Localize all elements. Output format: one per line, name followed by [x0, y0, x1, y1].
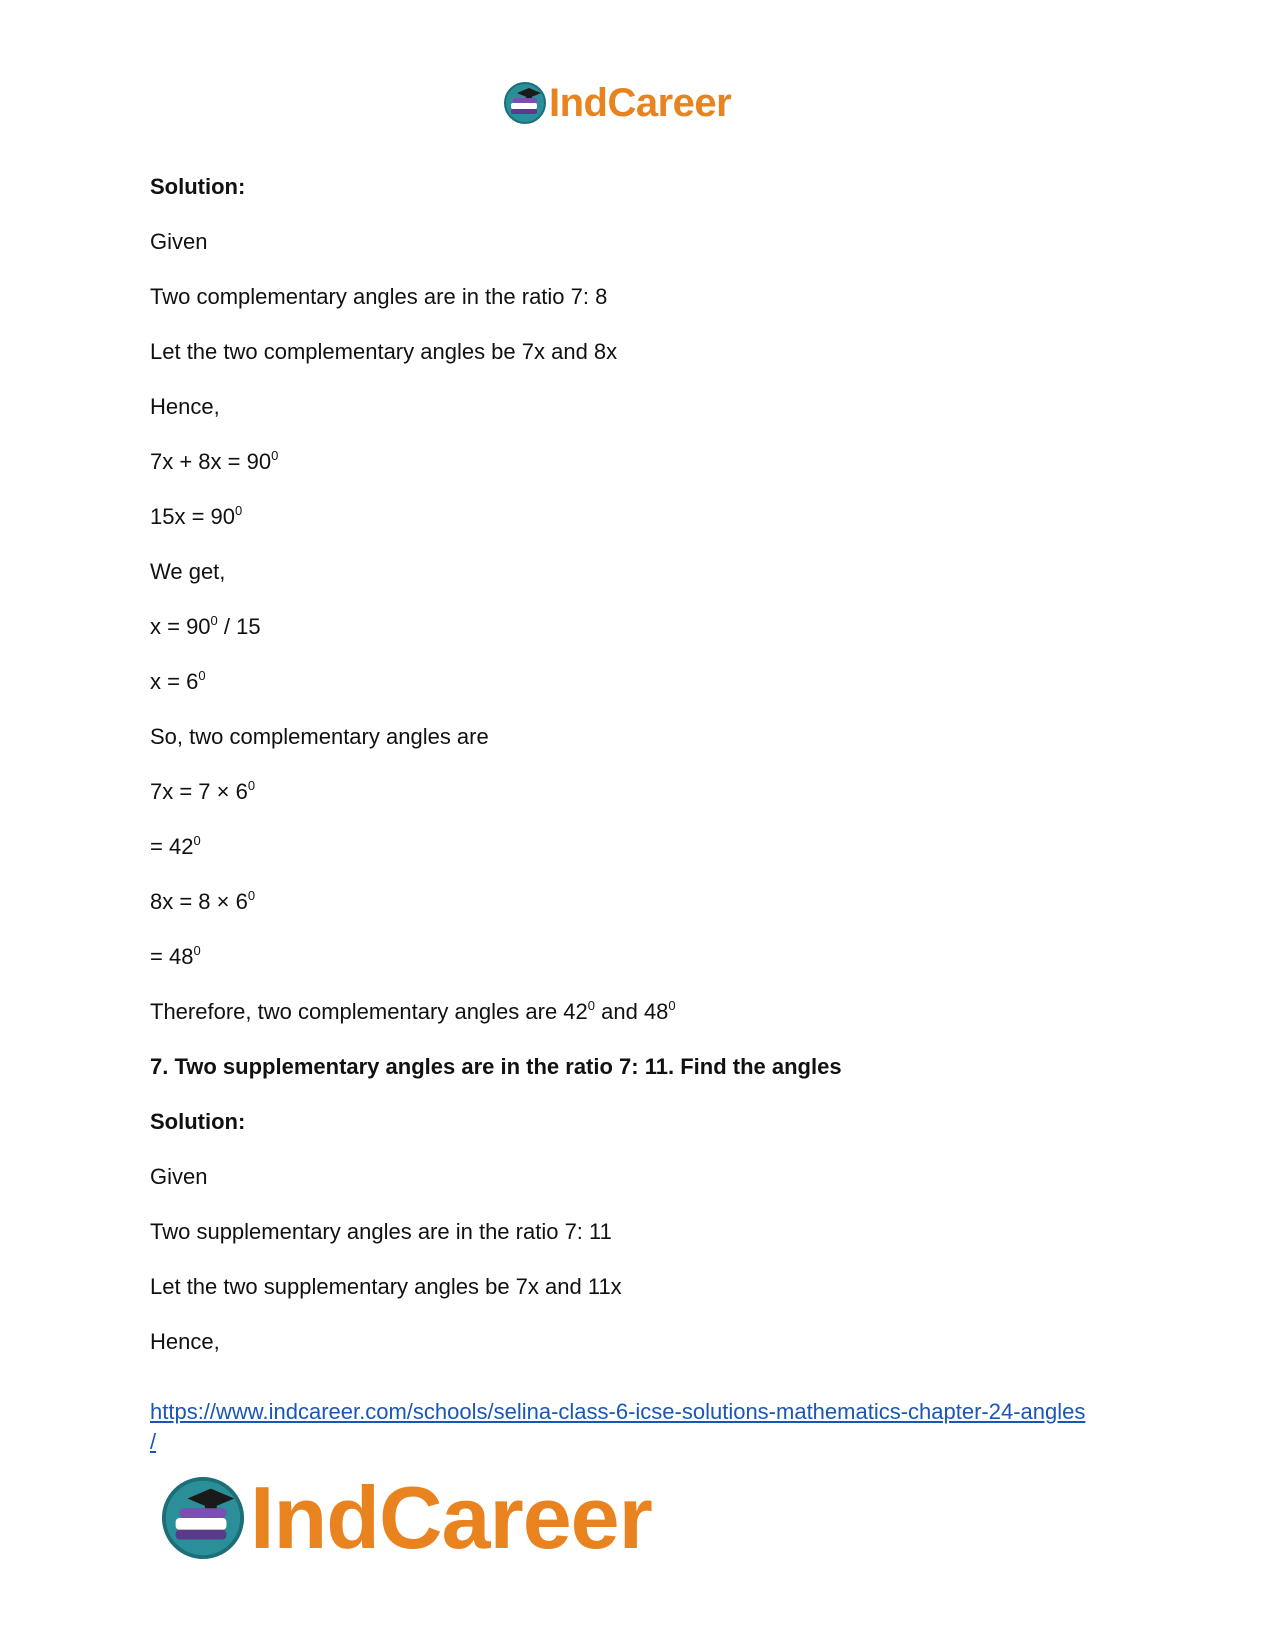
equation-line	[150, 944, 1130, 970]
equation-text: 7x = 7 × 6	[150, 779, 248, 804]
equation-text: x = 90	[150, 614, 211, 639]
indcareer-logo-footer	[160, 1468, 652, 1568]
logo-wordmark: IndCareer	[549, 81, 732, 125]
url-line-1: https://www.indcareer.com/schools/selina-class-6-icse-solutions-mathematics-chapter-24-angles	[150, 1399, 1086, 1424]
conclusion-text: Therefore, two complementary angles are 42	[150, 999, 588, 1024]
equation-text: 8x = 8 × 6	[150, 889, 248, 914]
given-label: Given	[150, 229, 208, 254]
equation-line	[150, 449, 1130, 475]
solution-heading: Solution:	[150, 174, 246, 199]
footer-link-block	[150, 1397, 1150, 1457]
ratio-statement: Two supplementary angles are in the ratio 7: 11	[150, 1219, 612, 1244]
indcareer-logo-header	[503, 80, 731, 126]
degree-superscript: 0	[235, 503, 243, 518]
equation-line	[150, 889, 1130, 915]
ratio-statement: Two complementary angles are in the ratio 7: 8	[150, 284, 608, 309]
degree-superscript: 0	[193, 833, 201, 848]
degree-superscript: 0	[271, 448, 279, 463]
solution-content	[150, 174, 1130, 1384]
hence-label: Hence,	[150, 394, 220, 419]
equation-text: = 42	[150, 834, 194, 859]
assumption-statement: Let the two supplementary angles be 7x and 11x	[150, 1274, 622, 1299]
assumption-statement: Let the two complementary angles be 7x and 8x	[150, 339, 618, 364]
equation-text: 15x = 90	[150, 504, 236, 529]
solution-heading: Solution:	[150, 1109, 246, 1134]
so-statement: So, two complementary angles are	[150, 724, 489, 749]
conclusion-statement	[150, 999, 1130, 1025]
given-label: Given	[150, 1164, 208, 1189]
degree-superscript: 0	[198, 668, 206, 683]
degree-superscript: 0	[193, 943, 201, 958]
graduation-book-icon	[160, 1475, 246, 1561]
equation-line	[150, 669, 1130, 695]
equation-line	[150, 779, 1130, 805]
conclusion-text: and 48	[595, 999, 669, 1024]
equation-line	[150, 614, 1130, 640]
question-heading: 7. Two supplementary angles are in the ratio 7: 11. Find the angles	[150, 1054, 842, 1079]
degree-superscript: 0	[587, 998, 596, 1013]
equation-text: = 48	[150, 944, 194, 969]
degree-superscript: 0	[210, 613, 218, 628]
degree-superscript: 0	[247, 888, 256, 903]
equation-text: 7x + 8x = 90	[150, 449, 272, 474]
degree-superscript: 0	[668, 998, 676, 1013]
source-url-link[interactable]	[150, 1399, 1085, 1454]
degree-superscript: 0	[247, 778, 256, 793]
equation-text: / 15	[217, 614, 261, 639]
equation-text: x = 6	[150, 669, 199, 694]
logo-wordmark: IndCareer	[250, 1468, 652, 1567]
url-line-2: /	[150, 1429, 157, 1454]
we-get-label: We get,	[150, 559, 226, 584]
equation-line	[150, 504, 1130, 530]
graduation-book-icon	[503, 81, 547, 125]
equation-line	[150, 834, 1130, 860]
hence-label: Hence,	[150, 1329, 220, 1354]
